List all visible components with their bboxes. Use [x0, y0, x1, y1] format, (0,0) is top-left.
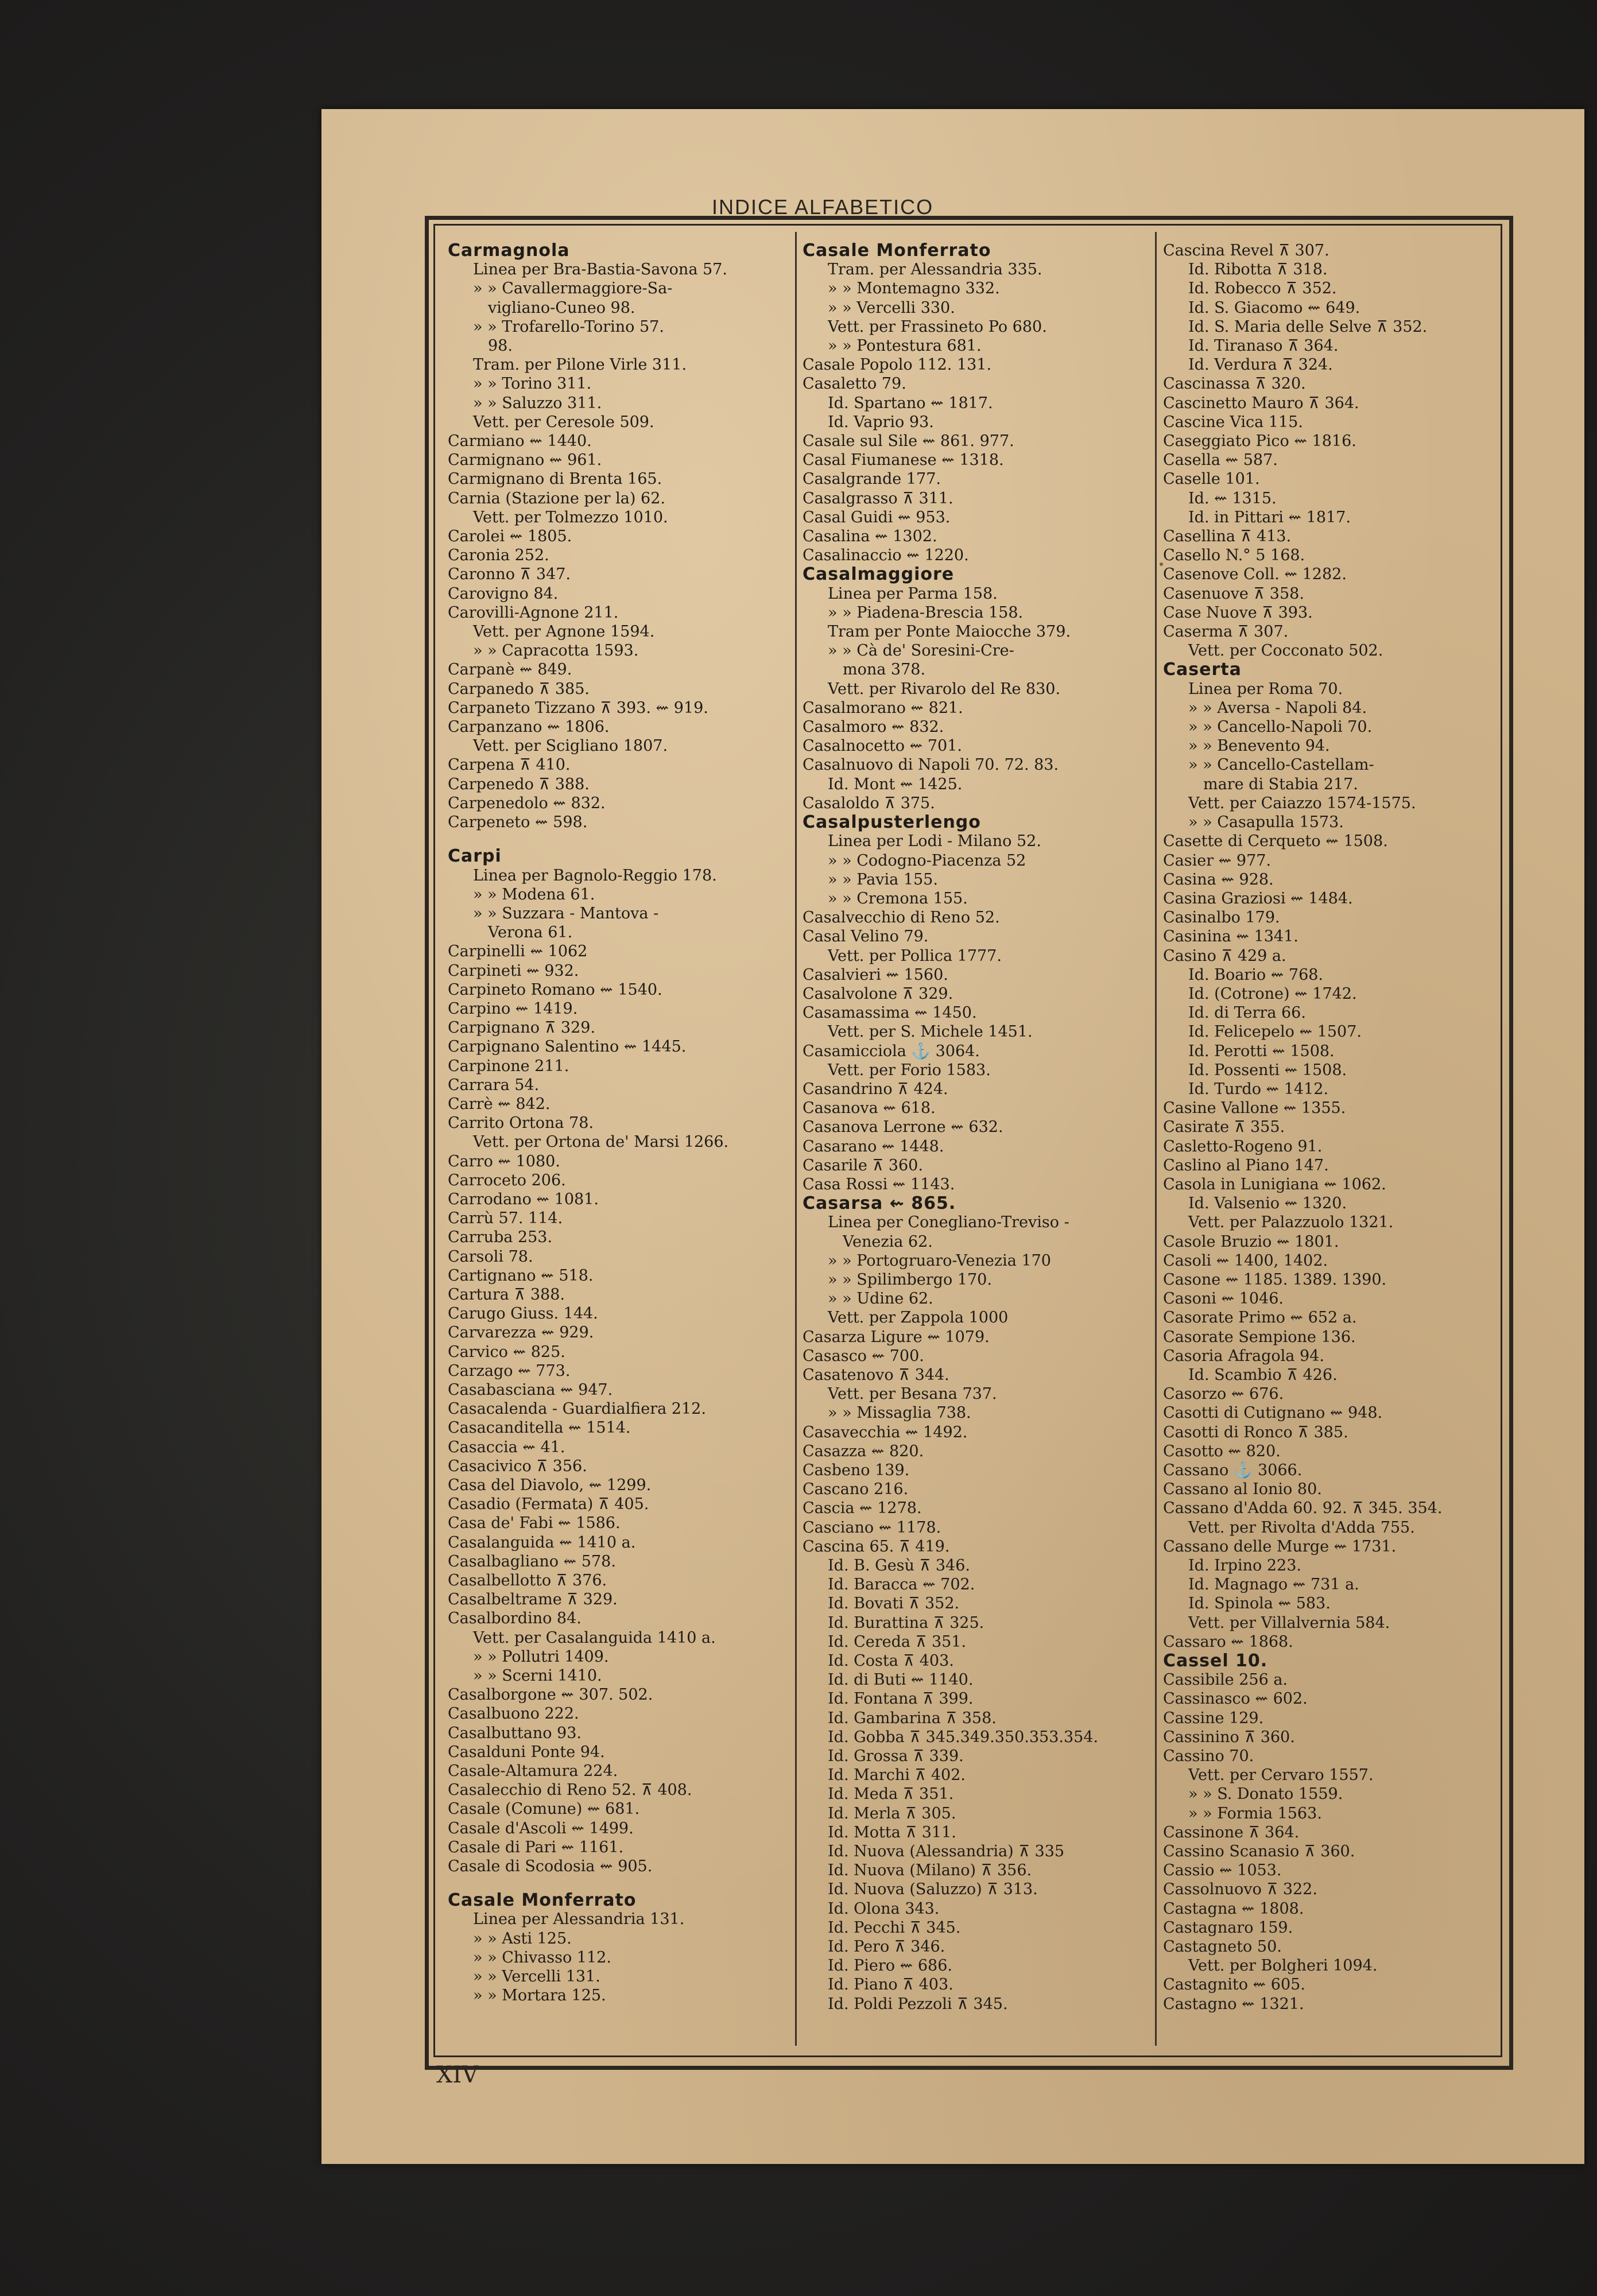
index-entry: Casalbordino 84.	[448, 1609, 582, 1628]
index-entry: vigliano-Cuneo 98.	[488, 298, 635, 317]
column-rule-right	[1155, 232, 1157, 2046]
index-entry: Casalgrasso ⊼ 311.	[803, 489, 953, 507]
index-entry: Casine Vallone ⇜ 1355.	[1163, 1099, 1346, 1118]
index-entry: Carugo Giuss. 144.	[448, 1305, 598, 1323]
index-entry: Vett. per Cocconato 502.	[1188, 642, 1383, 660]
index-entry: » » Saluzzo 311.	[473, 394, 602, 412]
index-entry: » » Scerni 1410.	[473, 1667, 602, 1685]
index-entry: Id. Mont ⇜ 1425.	[828, 775, 963, 793]
index-entry: Id. Possenti ⇜ 1508.	[1188, 1061, 1347, 1079]
index-entry: Carpaneto Tizzano ⊼ 393. ⇜ 919.	[448, 699, 708, 717]
index-entry: Carrara 54.	[448, 1076, 540, 1094]
index-entry: Casalbellotto ⊼ 376.	[448, 1572, 607, 1590]
index-entry: Cascina Revel ⊼ 307.	[1163, 242, 1329, 259]
index-entry: Id. Felicepelo ⇜ 1507.	[1188, 1023, 1362, 1041]
index-entry: Carovigno 84.	[448, 584, 559, 603]
index-entry: Casale Popolo 112. 131.	[803, 356, 992, 374]
index-entry: Castagno ⇜ 1321.	[1163, 1995, 1304, 2013]
index-entry: Cascinassa ⊼ 320.	[1163, 375, 1306, 393]
index-entry: » » Suzzara - Mantova -	[473, 904, 659, 922]
index-entry: Id. Baracca ⇜ 702.	[828, 1576, 975, 1594]
index-entry: » » Codogno-Piacenza 52	[828, 851, 1026, 870]
index-entry: Caronia 252.	[448, 546, 549, 565]
index-heading: Carmagnola	[448, 241, 570, 261]
index-entry: Casotti di Cutignano ⇜ 948.	[1163, 1404, 1383, 1422]
entry-gap	[448, 1876, 789, 1891]
index-entry: Vett. per Tolmezzo 1010.	[473, 508, 668, 526]
index-entry: Cascia ⇜ 1278.	[803, 1499, 922, 1518]
page-number: XIV	[436, 2062, 479, 2088]
index-entry: Casorzo ⇜ 676.	[1163, 1385, 1284, 1403]
index-entry: Casbeno 139.	[803, 1461, 910, 1479]
index-entry: Vett. per Pollica 1777.	[828, 947, 1002, 965]
index-entry: Casorate Primo ⇜ 652 a.	[1163, 1309, 1357, 1327]
index-entry: Casotto ⇜ 820.	[1163, 1442, 1281, 1460]
index-heading: Casale Monferrato	[803, 241, 991, 261]
index-entry: Carpino ⇜ 1419.	[448, 999, 578, 1018]
index-entry: Vett. per Agnone 1594.	[473, 623, 655, 641]
index-entry: » » Trofarello-Torino 57.	[473, 317, 664, 336]
index-entry: Casalbagliano ⇜ 578.	[448, 1552, 616, 1570]
index-entry: Linea per Alessandria 131.	[473, 1910, 685, 1929]
index-entry: » » Pavia 155.	[828, 870, 938, 889]
index-entry: Id. Piano ⊼ 403.	[828, 1976, 953, 1994]
index-entry: Id. Nuova (Alessandria) ⊼ 335	[828, 1843, 1065, 1861]
index-entry: Tram. per Pilone Virle 311.	[473, 356, 687, 374]
index-entry: Casanova Lerrone ⇜ 632.	[803, 1118, 1003, 1137]
index-entry: Cassino Scanasio ⊼ 360.	[1163, 1843, 1355, 1861]
index-entry: Carvarezza ⇜ 929.	[448, 1324, 594, 1342]
index-entry: mona 378.	[843, 661, 926, 679]
index-entry: Cascina 65. ⊼ 419.	[803, 1537, 950, 1556]
index-entry: Casarza Ligure ⇜ 1079.	[803, 1328, 990, 1346]
index-entry: Casalbuttano 93.	[448, 1724, 582, 1742]
index-entry: Vett. per Frassineto Po 680.	[828, 317, 1047, 336]
index-entry: » » Aversa - Napoli 84.	[1188, 699, 1367, 717]
index-entry: Cascinetto Mauro ⊼ 364.	[1163, 394, 1359, 412]
index-entry: Casalvieri ⇜ 1560.	[803, 965, 948, 984]
index-entry: Id. (Cotrone) ⇜ 1742.	[1188, 984, 1357, 1003]
index-entry: » » Formia 1563.	[1188, 1804, 1322, 1822]
index-entry: Id. Tiranaso ⊼ 364.	[1188, 337, 1339, 355]
index-entry: Casone ⇜ 1185. 1389. 1390.	[1163, 1270, 1387, 1289]
index-entry: Vett. per Rivolta d'Adda 755.	[1188, 1518, 1415, 1537]
index-entry: » » Cavallermaggiore-Sa-	[473, 280, 673, 298]
index-entry: » » Piadena-Brescia 158.	[828, 603, 1024, 622]
index-entry: Casabasciana ⇜ 947.	[448, 1380, 613, 1399]
index-entry: Casalecchio di Reno 52. ⊼ 408.	[448, 1781, 692, 1799]
index-entry: Carrito Ortona 78.	[448, 1114, 594, 1133]
index-entry: Casoli ⇜ 1400, 1402.	[1163, 1251, 1328, 1270]
index-entry: Id. di Terra 66.	[1188, 1004, 1306, 1022]
index-entry: Casoria Afragola 94.	[1163, 1347, 1324, 1365]
index-entry: Casino ⊼ 429 a.	[1163, 947, 1286, 965]
index-entry: Casalgrande 177.	[803, 470, 941, 488]
index-entry: Id. Merla ⊼ 305.	[828, 1804, 956, 1822]
index-entry: Cassinone ⊼ 364.	[1163, 1823, 1300, 1841]
index-entry: Cassio ⇜ 1053.	[1163, 1861, 1282, 1880]
index-entry: Carrù 57. 114.	[448, 1209, 563, 1228]
index-entry: Id. ⇜ 1315.	[1188, 489, 1277, 507]
index-entry: Vett. per Cervaro 1557.	[1188, 1766, 1374, 1785]
index-entry: Carovilli-Agnone 211.	[448, 603, 619, 622]
index-column-1	[448, 241, 789, 2005]
index-entry: » » Cremona 155.	[828, 889, 968, 907]
index-entry: Cascine Vica 115.	[1163, 413, 1303, 431]
index-entry: Casamassima ⇜ 1450.	[803, 1004, 977, 1022]
index-entry: » » Pontestura 681.	[828, 337, 982, 355]
index-entry: Casarano ⇜ 1448.	[803, 1137, 944, 1155]
entry-gap	[448, 832, 789, 847]
column-rule-left	[795, 232, 797, 2046]
index-entry: Id. Grossa ⊼ 339.	[828, 1747, 964, 1766]
index-entry: Id. Gobba ⊼ 345.349.350.353.354.	[828, 1728, 1099, 1746]
index-entry: Casalnuovo di Napoli 70. 72. 83.	[803, 756, 1059, 774]
index-entry: Vett. per Casalanguida 1410 a.	[473, 1628, 716, 1647]
index-entry: Casale sul Sile ⇜ 861. 977.	[803, 432, 1014, 451]
index-entry: Id. Magnago ⇜ 731 a.	[1188, 1576, 1359, 1594]
index-entry: Id. Cereda ⊼ 351.	[828, 1632, 967, 1651]
index-entry: Id. Spartano ⇜ 1817.	[828, 394, 993, 412]
index-entry: Cartura ⊼ 388.	[448, 1285, 565, 1304]
index-entry: » » Cancello-Napoli 70.	[1188, 718, 1373, 736]
index-entry: Carpenedo ⊼ 388.	[448, 775, 590, 793]
index-entry: Id. Poldi Pezzoli ⊼ 345.	[828, 1995, 1008, 2013]
index-entry: Id. Spinola ⇜ 583.	[1188, 1595, 1331, 1613]
index-entry: » » Vercelli 330.	[828, 298, 955, 317]
index-entry: Linea per Bra-Bastia-Savona 57.	[473, 261, 727, 279]
index-entry: Casina ⇜ 928.	[1163, 870, 1274, 889]
index-entry: Carpinelli ⇜ 1062	[448, 943, 588, 961]
index-heading: Casale Monferrato	[448, 1891, 637, 1910]
index-entry: Casalanguida ⇜ 1410 a.	[448, 1533, 636, 1552]
index-entry: Casalmoro ⇜ 832.	[803, 718, 944, 736]
index-entry: Casorate Sempione 136.	[1163, 1328, 1356, 1346]
index-entry: Caselle 101.	[1163, 470, 1260, 488]
index-entry: Casacanditella ⇜ 1514.	[448, 1419, 631, 1437]
index-entry: » » Udine 62.	[828, 1290, 933, 1308]
index-entry: Vett. per Rivarolo del Re 830.	[828, 680, 1061, 698]
index-entry: Id. Scambio ⊼ 426.	[1188, 1366, 1338, 1384]
index-entry: Carnia (Stazione per la) 62.	[448, 489, 665, 507]
index-entry: Id. Pero ⊼ 346.	[828, 1938, 945, 1956]
index-entry: Castagneto 50.	[1163, 1938, 1282, 1956]
index-entry: Casasco ⇜ 700.	[803, 1347, 924, 1365]
index-entry: Id. B. Gesù ⊼ 346.	[828, 1557, 970, 1575]
index-entry: Cassibile 256 a.	[1163, 1671, 1288, 1689]
index-entry: 98.	[488, 337, 513, 355]
index-entry: Casinina ⇜ 1341.	[1163, 928, 1298, 946]
index-entry: Vett. per Caiazzo 1574-1575.	[1188, 794, 1416, 812]
index-entry: Casalduni Ponte 94.	[448, 1743, 605, 1761]
index-entry: » » Chivasso 112.	[473, 1948, 611, 1967]
index-entry: Id. Meda ⊼ 351.	[828, 1785, 954, 1804]
index-entry: Casadio (Fermata) ⊼ 405.	[448, 1495, 649, 1514]
index-entry: Carzago ⇜ 773.	[448, 1362, 571, 1380]
index-entry: Casoni ⇜ 1046.	[1163, 1290, 1284, 1308]
index-column-3	[1163, 241, 1502, 2014]
index-entry: Cassinino ⊼ 360.	[1163, 1728, 1295, 1746]
index-entry: Casalinaccio ⇜ 1220.	[803, 546, 969, 565]
index-entry: » » Vercelli 131.	[473, 1968, 600, 1986]
index-heading: Casarsa ⇜ 865.	[803, 1194, 956, 1213]
index-entry: » » Missaglia 738.	[828, 1404, 971, 1422]
index-entry: Carpineto Romano ⇜ 1540.	[448, 980, 662, 999]
index-entry: Id. Pecchi ⊼ 345.	[828, 1918, 961, 1937]
index-entry: Carpanzano ⇜ 1806.	[448, 718, 610, 736]
index-entry: Castagna ⇜ 1808.	[1163, 1899, 1304, 1918]
index-entry: Casal Guidi ⇜ 953.	[803, 508, 951, 526]
index-entry: Casinalbo 179.	[1163, 909, 1280, 927]
index-entry: Carolei ⇜ 1805.	[448, 528, 572, 546]
index-entry: » » Montemagno 332.	[828, 280, 1000, 298]
index-entry: Casalbeltrame ⊼ 329.	[448, 1591, 618, 1609]
index-entry: Id. in Pittari ⇜ 1817.	[1188, 508, 1351, 526]
index-entry: Casale di Scodosia ⇜ 905.	[448, 1857, 653, 1876]
index-entry: Id. Motta ⊼ 311.	[828, 1823, 956, 1841]
index-entry: Carpena ⊼ 410.	[448, 756, 571, 774]
index-entry: Casalmorano ⇜ 821.	[803, 699, 963, 717]
index-entry: Casandrino ⊼ 424.	[803, 1080, 948, 1098]
index-entry: Cassaro ⇜ 1868.	[1163, 1632, 1293, 1651]
index-entry: Id. Turdo ⇜ 1412.	[1188, 1080, 1329, 1098]
scan-speck	[1417, 2175, 1421, 2181]
index-entry: Casello N.° 5 168.	[1163, 546, 1305, 565]
index-entry: Id. Bovati ⊼ 352.	[828, 1595, 960, 1613]
index-entry: Linea per Roma 70.	[1188, 680, 1343, 698]
index-entry: Casaccia ⇜ 41.	[448, 1438, 565, 1456]
index-entry: Carmignano ⇜ 961.	[448, 451, 602, 470]
index-heading: Cassel 10.	[1163, 1651, 1268, 1671]
index-entry: Casellina ⊼ 413.	[1163, 528, 1292, 546]
index-entry: Casanova ⇜ 618.	[803, 1099, 936, 1118]
index-entry: » » Capracotta 1593.	[473, 642, 639, 660]
running-head: INDICE ALFABETICO	[712, 195, 934, 219]
index-entry: Casa de' Fabi ⇜ 1586.	[448, 1514, 621, 1533]
index-entry: Carpignano ⊼ 329.	[448, 1019, 596, 1037]
index-entry: Vett. per Palazzuolo 1321.	[1188, 1213, 1394, 1232]
index-entry: Id. Marchi ⊼ 402.	[828, 1766, 966, 1785]
index-entry: Linea per Parma 158.	[828, 584, 998, 603]
index-entry: Vett. per Ceresole 509.	[473, 413, 654, 431]
index-entry: » » Asti 125.	[473, 1929, 572, 1948]
index-entry: Vett. per Scigliano 1807.	[473, 737, 668, 755]
index-entry: » » Spilimbergo 170.	[828, 1270, 992, 1289]
index-entry: Id. Irpino 223.	[1188, 1557, 1301, 1575]
index-entry: Carpanedo ⊼ 385.	[448, 680, 590, 698]
index-entry: Id. S. Maria delle Selve ⊼ 352.	[1188, 317, 1428, 336]
index-entry: Cassano ⚓ 3066.	[1163, 1461, 1303, 1479]
index-entry: Carmiano ⇜ 1440.	[448, 432, 592, 451]
index-entry: » » Casapulla 1573.	[1188, 813, 1344, 832]
index-entry: Cassano d'Adda 60. 92. ⊼ 345. 354.	[1163, 1499, 1443, 1518]
index-entry: Vett. per Zappola 1000	[828, 1309, 1009, 1327]
index-entry: Casaletto 79.	[803, 375, 906, 393]
index-entry: Casole Bruzio ⇜ 1801.	[1163, 1232, 1339, 1251]
index-entry: Casal Fiumanese ⇜ 1318.	[803, 451, 1004, 470]
paper-spot	[1160, 563, 1163, 566]
index-entry: Tram. per Alessandria 335.	[828, 261, 1042, 279]
index-heading: Casalmaggiore	[803, 565, 955, 584]
index-entry: » » Modena 61.	[473, 885, 595, 903]
index-entry: Casalvecchio di Reno 52.	[803, 909, 1000, 927]
index-entry: » » Pollutri 1409.	[473, 1647, 609, 1666]
index-entry: Id. Nuova (Saluzzo) ⊼ 313.	[828, 1880, 1038, 1899]
index-entry: Casavecchia ⇜ 1492.	[803, 1423, 968, 1441]
index-entry: Venezia 62.	[843, 1232, 933, 1251]
index-entry: Casotti di Ronco ⊼ 385.	[1163, 1423, 1348, 1441]
index-entry: Casina Graziosi ⇜ 1484.	[1163, 889, 1353, 907]
index-entry: Casletto-Rogeno 91.	[1163, 1137, 1323, 1155]
index-entry: Casalina ⇜ 1302.	[803, 528, 937, 546]
index-entry: Cassano al Ionio 80.	[1163, 1480, 1322, 1499]
index-entry: » » Cà de' Soresini-Cre-	[828, 642, 1014, 660]
index-entry: Cassano delle Murge ⇜ 1731.	[1163, 1537, 1397, 1556]
index-entry: Linea per Conegliano-Treviso -	[828, 1213, 1069, 1232]
index-entry: Castagnaro 159.	[1163, 1918, 1293, 1937]
index-entry: Casale (Comune) ⇜ 681.	[448, 1800, 640, 1818]
index-entry: Id. Verdura ⊼ 324.	[1188, 356, 1333, 374]
index-entry: Id. Nuova (Milano) ⊼ 356.	[828, 1861, 1032, 1880]
index-entry: Id. Olona 343.	[828, 1899, 940, 1918]
index-entry: mare di Stabia 217.	[1203, 775, 1358, 793]
index-entry: Casier ⇜ 977.	[1163, 851, 1272, 870]
index-entry: Casatenovo ⊼ 344.	[803, 1366, 949, 1384]
index-heading: Casalpusterlengo	[803, 813, 981, 832]
index-entry: Vett. per Villalvernia 584.	[1188, 1614, 1390, 1632]
index-entry: Caslino al Piano 147.	[1163, 1156, 1329, 1174]
index-entry: Casirate ⊼ 355.	[1163, 1118, 1285, 1137]
index-entry: Carmignano di Brenta 165.	[448, 470, 662, 488]
index-entry: Casette di Cerqueto ⇜ 1508.	[1163, 832, 1388, 851]
index-entry: Casalborgone ⇜ 307. 502.	[448, 1686, 653, 1704]
index-entry: Linea per Lodi - Milano 52.	[828, 832, 1041, 851]
index-entry: Casale d'Ascoli ⇜ 1499.	[448, 1819, 634, 1837]
index-entry: » » S. Donato 1559.	[1188, 1785, 1343, 1804]
index-column-2	[803, 241, 1147, 2014]
index-entry: Casale-Altamura 224.	[448, 1762, 618, 1781]
index-entry: Casacivico ⊼ 356.	[448, 1457, 587, 1475]
index-entry: Id. Perotti ⇜ 1508.	[1188, 1042, 1335, 1060]
index-entry: Casenove Coll. ⇜ 1282.	[1163, 565, 1347, 584]
index-entry: Cassolnuovo ⊼ 322.	[1163, 1880, 1317, 1899]
index-entry: Cassine 129.	[1163, 1709, 1264, 1727]
index-entry: Caseggiato Pico ⇜ 1816.	[1163, 432, 1356, 451]
index-entry: Id. Costa ⊼ 403.	[828, 1652, 954, 1670]
index-entry: Carrè ⇜ 842.	[448, 1095, 551, 1113]
index-entry: Carro ⇜ 1080.	[448, 1152, 560, 1170]
index-entry: » » Portogruaro-Venezia 170	[828, 1251, 1051, 1270]
index-entry: Id. Burattina ⊼ 325.	[828, 1614, 984, 1632]
index-entry: » » Cancello-Castellam-	[1188, 756, 1374, 774]
index-entry: Carpineti ⇜ 932.	[448, 961, 579, 980]
index-entry: Casamicciola ⚓ 3064.	[803, 1042, 980, 1060]
index-entry: Casalbuono 222.	[448, 1705, 579, 1723]
index-entry: » » Benevento 94.	[1188, 737, 1330, 755]
index-entry: Casola in Lunigiana ⇜ 1062.	[1163, 1175, 1386, 1193]
index-heading: Caserta	[1163, 660, 1242, 680]
index-entry: Cartignano ⇜ 518.	[448, 1266, 594, 1285]
index-entry: Casacalenda - Guardialfiera 212.	[448, 1400, 706, 1418]
index-entry: Id. Gambarina ⊼ 358.	[828, 1709, 997, 1727]
index-entry: Case Nuove ⊼ 393.	[1163, 603, 1313, 622]
index-entry: Caserma ⊼ 307.	[1163, 623, 1289, 641]
index-entry: Vett. per Besana 737.	[828, 1385, 997, 1403]
index-entry: Id. Boario ⇜ 768.	[1188, 965, 1324, 984]
index-entry: Casarile ⊼ 360.	[803, 1156, 923, 1174]
index-entry: Linea per Bagnolo-Reggio 178.	[473, 866, 717, 885]
index-entry: Carpanè ⇜ 849.	[448, 661, 572, 679]
index-entry: Casaloldo ⊼ 375.	[803, 794, 935, 812]
index-entry: Cassinasco ⇜ 602.	[1163, 1690, 1308, 1708]
index-entry: Carpenedolo ⇜ 832.	[448, 794, 606, 812]
index-entry: Casazza ⇜ 820.	[803, 1442, 924, 1460]
index-entry: Id. S. Giacomo ⇜ 649.	[1188, 298, 1360, 317]
index-entry: Vett. per Forio 1583.	[828, 1061, 991, 1079]
index-entry: Casella ⇜ 587.	[1163, 451, 1278, 470]
index-heading: Carpi	[448, 847, 502, 866]
index-entry: Carroceto 206.	[448, 1171, 566, 1189]
index-entry: Casal Velino 79.	[803, 928, 929, 946]
index-entry: Casale di Pari ⇜ 1161.	[448, 1838, 624, 1856]
index-entry: Carpeneto ⇜ 598.	[448, 813, 588, 832]
index-entry: Carvico ⇜ 825.	[448, 1343, 565, 1361]
index-entry: Id. di Buti ⇜ 1140.	[828, 1671, 974, 1689]
index-entry: Carruba 253.	[448, 1228, 553, 1247]
index-entry: Cascano 216.	[803, 1480, 909, 1499]
index-entry: Carrodano ⇜ 1081.	[448, 1190, 599, 1208]
index-entry: Vett. per Ortona de' Marsi 1266.	[473, 1133, 729, 1151]
index-entry: Casalvolone ⊼ 329.	[803, 984, 953, 1003]
index-entry: Id. Ribotta ⊼ 318.	[1188, 261, 1328, 279]
index-entry: Carsoli 78.	[448, 1247, 533, 1266]
index-entry: Carpinone 211.	[448, 1057, 569, 1075]
index-entry: Id. Robecco ⊼ 352.	[1188, 280, 1337, 298]
index-entry: » » Mortara 125.	[473, 1987, 606, 2005]
index-entry: Id. Fontana ⊼ 399.	[828, 1690, 974, 1708]
index-entry: Castagnito ⇜ 605.	[1163, 1976, 1305, 1994]
index-entry: Casa del Diavolo, ⇜ 1299.	[448, 1476, 652, 1494]
index-entry: Casciano ⇜ 1178.	[803, 1518, 941, 1537]
index-entry: Caronno ⊼ 347.	[448, 565, 571, 584]
index-entry: Verona 61.	[488, 924, 573, 942]
index-entry: Id. Valsenio ⇜ 1320.	[1188, 1194, 1347, 1213]
index-entry: Vett. per Bolgheri 1094.	[1188, 1957, 1378, 1975]
index-entry: » » Torino 311.	[473, 375, 592, 393]
index-entry: Casalnocetto ⇜ 701.	[803, 737, 962, 755]
index-entry: Tram per Ponte Maiocche 379.	[828, 623, 1071, 641]
index-entry: Carpignano Salentino ⇜ 1445.	[448, 1038, 687, 1056]
index-entry: Id. Vaprio 93.	[828, 413, 934, 431]
index-entry: Cassino 70.	[1163, 1747, 1254, 1766]
index-entry: Casenuove ⊼ 358.	[1163, 584, 1304, 603]
index-entry: Vett. per S. Michele 1451.	[828, 1023, 1033, 1041]
index-entry: Id. Piero ⇜ 686.	[828, 1957, 952, 1975]
index-entry: Casa Rossi ⇜ 1143.	[803, 1175, 955, 1193]
